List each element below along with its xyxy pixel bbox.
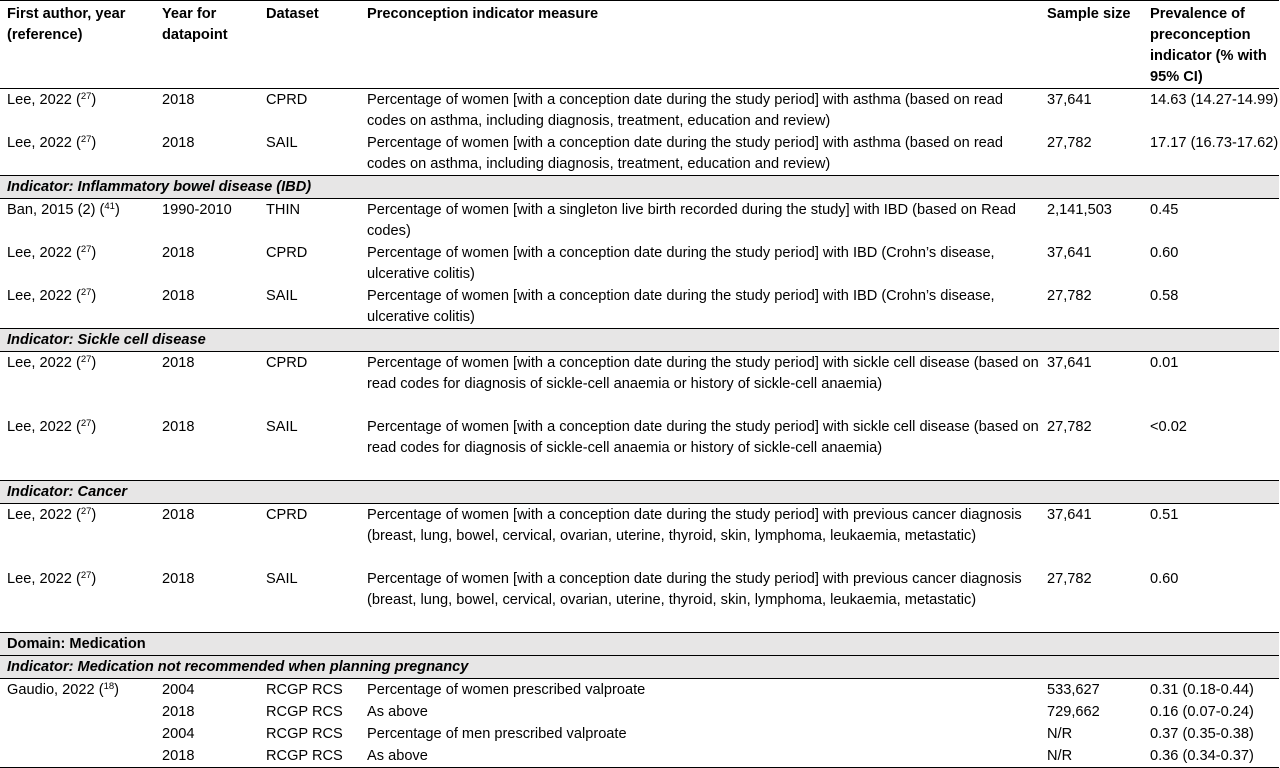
measure-cell: Percentage of women [with a conception date during the study period] with IBD (Crohn’s disease, ulcerative colitis)	[367, 288, 995, 325]
header-author: First author, year (reference)	[0, 1, 155, 89]
reference-number: 18	[103, 681, 115, 692]
year-cell: 2018	[162, 92, 195, 108]
prevalence-cell: <0.02	[1150, 419, 1187, 435]
reference-number: 41	[104, 201, 115, 212]
sample-size-cell: N/R	[1047, 726, 1073, 742]
prevalence-cell: 0.60	[1150, 245, 1179, 261]
measure-cell: Percentage of men prescribed valproate	[367, 726, 627, 742]
reference-number: 27	[80, 354, 92, 365]
dataset-cell: RCGP RCS	[266, 682, 343, 698]
sample-size-cell: 2,141,503	[1047, 202, 1112, 218]
header-prevalence: Prevalence of preconception indicator (% with 95% CI)	[1143, 1, 1279, 89]
author-cell: Lee, 2022 ($^{27}$)	[7, 570, 97, 587]
reference-number: 27	[80, 134, 92, 145]
year-cell: 2018	[162, 355, 195, 371]
prevalence-cell: 0.51	[1150, 507, 1179, 523]
dataset-cell: CPRD	[266, 355, 308, 371]
section-header-medication	[0, 656, 1279, 679]
dataset-cell: RCGP RCS	[266, 704, 343, 720]
dataset-cell: CPRD	[266, 92, 308, 108]
section-header-domain-medication	[0, 633, 1279, 656]
author-cell	[0, 723, 155, 745]
prevalence-cell: 0.58	[1150, 288, 1179, 304]
header-measure: Preconception indicator measure	[360, 1, 1040, 89]
measure-cell: Percentage of women [with a conception date during the study period] with sickle cell disease (based on read codes for diagnosis of sickle-cell anaemia or history of sickle-cell anaemia)	[367, 355, 1039, 392]
dataset-cell: SAIL	[266, 288, 298, 304]
sample-size-cell: 27,782	[1047, 419, 1092, 435]
dataset-cell: SAIL	[266, 571, 298, 587]
dataset-cell: CPRD	[266, 507, 308, 523]
reference-number: 27	[80, 506, 92, 517]
sample-size-cell: 37,641	[1047, 92, 1092, 108]
prevalence-cell: 14.63 (14.27-14.99)	[1150, 92, 1279, 108]
author-cell: Gaudio, 2022 ($^{18}$)	[7, 681, 120, 698]
table-row	[0, 416, 1279, 481]
prevalence-cell: 0.60	[1150, 571, 1179, 587]
measure-cell: Percentage of women [with a singleton live birth recorded during the study] with IBD (based on Read codes)	[367, 202, 1016, 239]
year-cell: 2004	[162, 726, 195, 742]
dataset-cell: THIN	[266, 202, 301, 218]
dataset-cell: CPRD	[266, 245, 308, 261]
year-cell: 2018	[162, 245, 195, 261]
table-row	[0, 701, 1279, 723]
reference-number: 27	[80, 287, 92, 298]
sample-size-cell: 37,641	[1047, 507, 1092, 523]
author-cell: Lee, 2022 ($^{27}$)	[7, 91, 97, 108]
dataset-cell: RCGP RCS	[259, 745, 360, 768]
author-cell	[0, 745, 155, 768]
prevalence-cell: 0.37 (0.35-0.38)	[1150, 726, 1254, 742]
measure-cell: Percentage of women [with a conception date during the study period] with previous cancer diagnosis (breast, lung, bowel, cervical, ovarian, uterine, thyroid, skin, lymphoma, leukaemia, metastatic)	[367, 571, 1022, 608]
reference-number: 27	[80, 570, 92, 581]
sample-size-cell: 27,782	[1047, 135, 1092, 151]
sample-size-cell: 27,782	[1047, 288, 1092, 304]
year-cell: 2004	[162, 682, 195, 698]
measure-cell: Percentage of women [with a conception date during the study period] with IBD (Crohn’s disease, ulcerative colitis)	[367, 245, 995, 282]
year-cell: 2018	[162, 135, 195, 151]
measure-cell: Percentage of women [with a conception date during the study period] with asthma (based on read codes on asthma, including diagnosis, treatment, education and review)	[367, 135, 1004, 172]
author-cell: Lee, 2022 ($^{27}$)	[7, 418, 97, 435]
year-cell: 2018	[162, 507, 195, 523]
prevalence-cell: 0.45	[1150, 202, 1179, 218]
dataset-cell: SAIL	[266, 419, 298, 435]
table-row	[0, 568, 1279, 633]
author-cell: Lee, 2022 ($^{27}$)	[7, 244, 97, 261]
year-cell: 2018	[162, 288, 195, 304]
year-cell: 2018	[162, 419, 195, 435]
sample-size-cell: 37,641	[1047, 355, 1092, 371]
section-title: Indicator: Sickle cell disease	[0, 329, 1279, 352]
measure-cell: Percentage of women prescribed valproate	[367, 682, 646, 698]
sample-size-cell: N/R	[1040, 745, 1143, 768]
section-header-cancer	[0, 481, 1279, 504]
dataset-cell: RCGP RCS	[266, 726, 343, 742]
author-cell: Lee, 2022 ($^{27}$)	[7, 287, 97, 304]
header-sample-size: Sample size	[1040, 1, 1143, 89]
table-row	[0, 242, 1279, 285]
table-row	[0, 352, 1279, 417]
year-cell: 2018	[162, 571, 195, 587]
prevalence-cell: 0.36 (0.34-0.37)	[1143, 745, 1279, 768]
prevalence-cell: 0.01	[1150, 355, 1179, 371]
measure-cell: As above	[367, 704, 428, 720]
table-row	[0, 745, 1279, 768]
sample-size-cell: 729,662	[1047, 704, 1100, 720]
measure-cell: Percentage of women [with a conception date during the study period] with previous cancer diagnosis (breast, lung, bowel, cervical, ovarian, uterine, thyroid, skin, lymphoma, leukaemia, metastatic)	[367, 507, 1022, 544]
year-cell: 1990-2010	[162, 202, 232, 218]
table-row	[0, 723, 1279, 745]
dataset-cell: SAIL	[266, 135, 298, 151]
table-row	[0, 199, 1279, 243]
header-dataset: Dataset	[259, 1, 360, 89]
measure-cell: Percentage of women [with a conception date during the study period] with sickle cell disease (based on read codes for diagnosis of sickle-cell anaemia or history of sickle-cell anaemia)	[367, 419, 1039, 456]
reference-number: 27	[80, 418, 92, 429]
header-year: Year for datapoint	[155, 1, 259, 89]
author-cell: Ban, 2015 (2) ($^{41}$)	[7, 201, 120, 218]
measure-cell: Percentage of women [with a conception date during the study period] with asthma (based on read codes on asthma, including diagnosis, treatment, education and review)	[367, 92, 1004, 129]
year-cell: 2018	[155, 745, 259, 768]
year-cell: 2018	[162, 704, 195, 720]
author-cell: Lee, 2022 ($^{27}$)	[7, 354, 97, 371]
table-row	[0, 679, 1279, 702]
reference-number: 27	[80, 244, 92, 255]
section-header-ibd	[0, 176, 1279, 199]
table-row	[0, 504, 1279, 569]
section-title: Indicator: Medication not recommended when planning pregnancy	[0, 656, 1279, 679]
prevalence-cell: 17.17 (16.73-17.62)	[1150, 135, 1279, 151]
author-cell	[0, 701, 155, 723]
prevalence-cell: 0.31 (0.18-0.44)	[1150, 682, 1254, 698]
table-row	[0, 285, 1279, 329]
author-cell: Lee, 2022 ($^{27}$)	[7, 506, 97, 523]
sample-size-cell: 533,627	[1047, 682, 1100, 698]
sample-size-cell: 37,641	[1047, 245, 1092, 261]
header-row	[0, 1, 1279, 89]
domain-title: Domain: Medication	[0, 633, 1279, 656]
sample-size-cell: 27,782	[1047, 571, 1092, 587]
table-row	[0, 132, 1279, 176]
section-title: Indicator: Cancer	[0, 481, 1279, 504]
reference-number: 27	[80, 91, 92, 102]
measure-cell: As above	[360, 745, 1040, 768]
section-header-sickle-cell	[0, 329, 1279, 352]
prevalence-cell: 0.16 (0.07-0.24)	[1150, 704, 1254, 720]
section-title: Indicator: Inflammatory bowel disease (IBD)	[0, 176, 1279, 199]
table-row	[0, 89, 1279, 133]
author-cell: Lee, 2022 ($^{27}$)	[7, 134, 97, 151]
